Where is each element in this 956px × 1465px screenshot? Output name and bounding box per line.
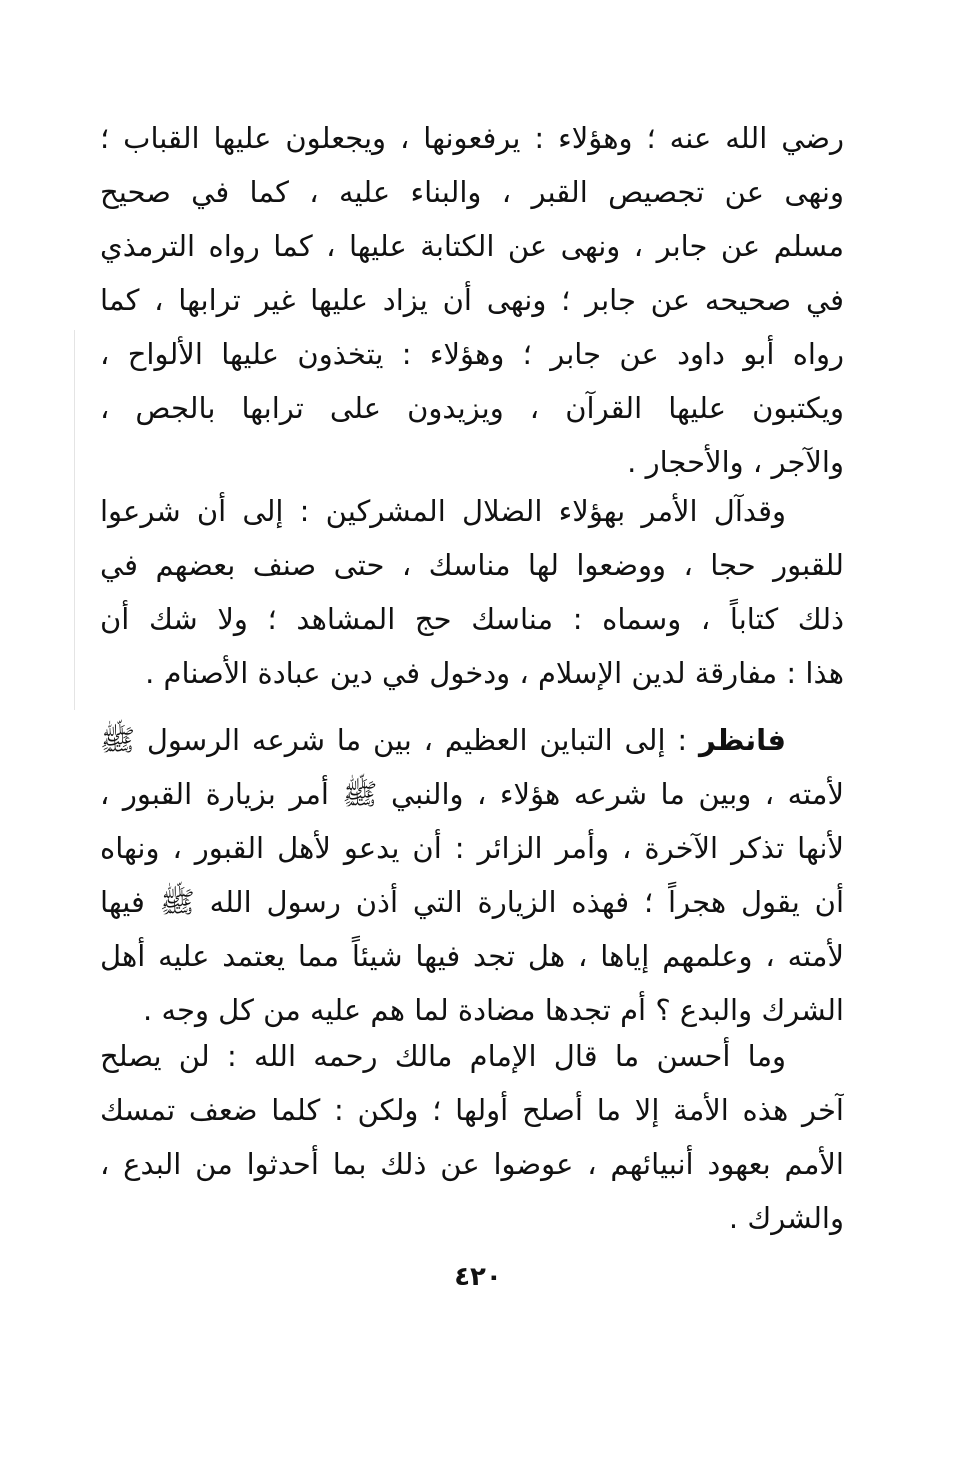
text-line: والشرك .: [728, 1201, 844, 1235]
text-line: ذلك كتاباً ، وسماه : مناسك حج المشاهد ؛ ولا شك أن: [100, 602, 844, 636]
paragraph-3: [100, 713, 844, 1037]
text-fragment: : إلى التباين العظيم ، بين ما شرعه الرسول ﷺ: [100, 723, 699, 757]
text-line: ونهى عن تجصيص القبر ، والبناء عليه ، كما في صحيح: [100, 175, 844, 209]
text-line: لأنها تذكر الآخرة ، وأمر الزائر : أن يدعو لأهل القبور ، ونهاه: [100, 831, 844, 865]
paragraph-1: [100, 111, 844, 489]
text-line: الشرك والبدع ؟ أم تجدها مضادة لما هم عليه من كل وجه .: [143, 993, 844, 1027]
text-line: لأمته ، وعلمهم إياها ، هل تجد فيها شيئاً مما يعتمد عليه أهل: [100, 939, 844, 973]
text-line: لأمته ، وبين ما شرعه هؤلاء ، والنبي ﷺ أمر بزيارة القبور ،: [100, 777, 844, 811]
text-line: وقدآل الأمر بهؤلاء الضلال المشركين : إلى أن شرعوا: [100, 494, 786, 528]
text-line: آخر هذه الأمة إلا ما أصلح أولها ؛ ولكن : كلما ضعف تمسك: [100, 1093, 844, 1127]
text-line: هذا : مفارقة لدين الإسلام ، ودخول في دين عبادة الأصنام .: [145, 656, 844, 690]
text-line: أن يقول هجراً ؛ فهذه الزيارة التي أذن رسول الله ﷺ فيها: [100, 885, 844, 919]
text-line: رضي الله عنه ؛ وهؤلاء : يرفعونها ، ويجعلون عليها القباب ؛: [100, 121, 844, 155]
lead-word: فانظر: [698, 723, 786, 757]
text-line: وما أحسن ما قال الإمام مالك رحمه الله : لن يصلح: [100, 1039, 786, 1073]
text-line: [100, 713, 844, 767]
paragraph-2: [100, 484, 844, 700]
text-line: والآجر ، والأحجار .: [627, 445, 844, 479]
margin-rule: [74, 330, 75, 710]
text-line: للقبور حجا ، ووضعوا لها مناسك ، حتى صنف بعضهم في: [100, 548, 844, 582]
text-line: في صحيحه عن جابر ؛ ونهى أن يزاد عليها غير ترابها ، كما: [100, 283, 844, 317]
paragraph-4: [100, 1029, 844, 1245]
text-line: الأمم بعهود أنبيائهم ، عوضوا عن ذلك بما أحدثوا من البدع ،: [100, 1147, 844, 1181]
text-line: رواه أبو داود عن جابر ؛ وهؤلاء : يتخذون عليها الألواح ،: [100, 337, 844, 371]
text-line: ويكتبون عليها القرآن ، ويزيدون على ترابها بالجص ،: [100, 391, 844, 425]
page-number: ٤٢٠: [454, 1262, 502, 1292]
text-line: مسلم عن جابر ، ونهى عن الكتابة عليها ، كما رواه الترمذي: [100, 229, 844, 263]
